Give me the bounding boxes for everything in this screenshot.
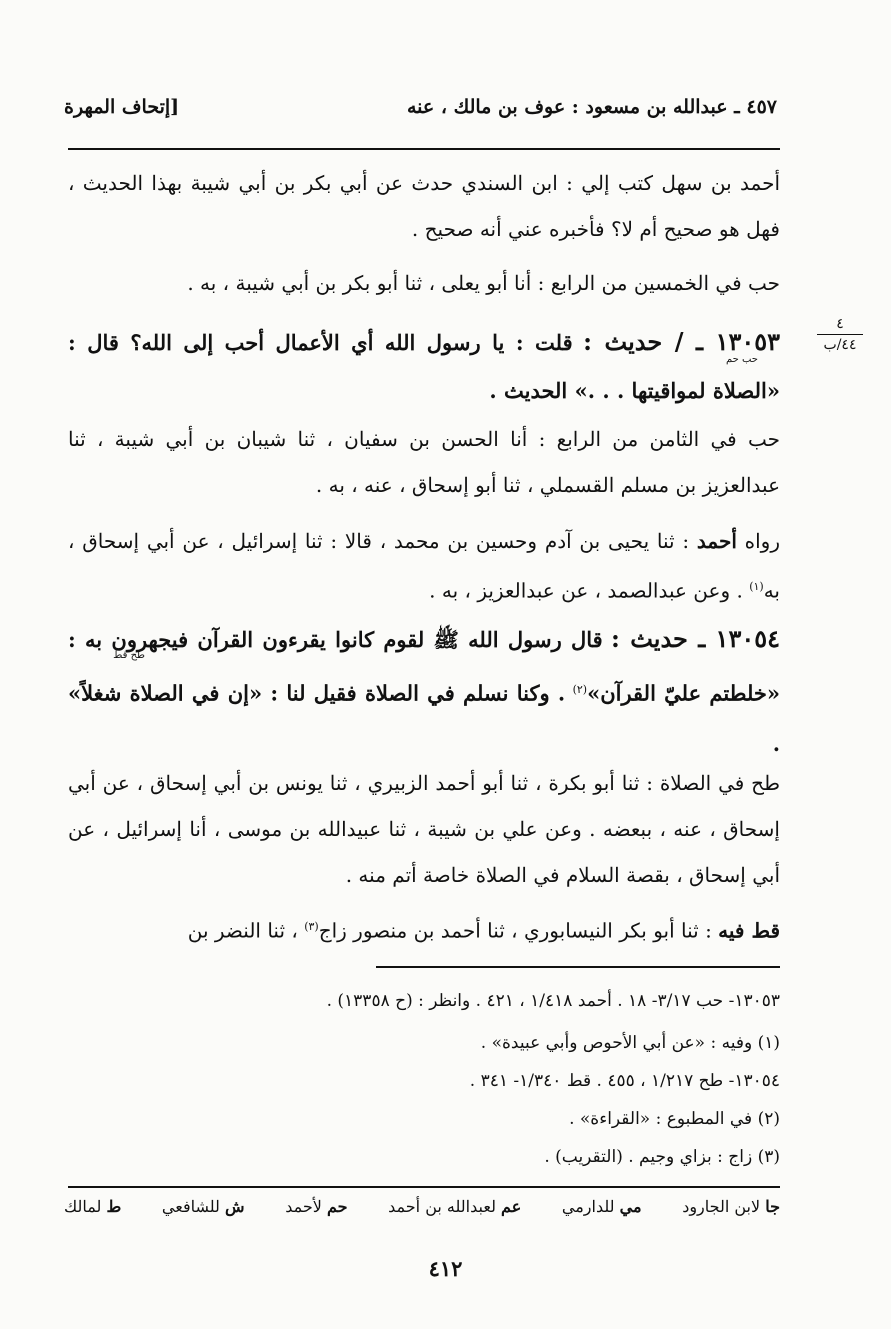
source-name: قط فيه xyxy=(718,918,780,943)
footnote-marker: (٢) xyxy=(572,683,588,696)
footnote: ١٣٠٥٣- حب ٣/١٧- ١٨ . أحمد ١/٤١٨ ، ٤٢١ . وانظر : (ح ١٣٣٥٨) . xyxy=(326,991,780,1011)
hadith-number: ١٣٠٥٣ ـ / حديث : xyxy=(583,327,781,356)
header-rule xyxy=(68,148,780,150)
paragraph-text: ، ثنا النضر بن xyxy=(187,918,298,943)
hadith-13053 xyxy=(68,318,780,415)
abbrev-item: ط لمالك xyxy=(64,1197,122,1216)
hadith-number: ١٣٠٥٤ ـ حديث : xyxy=(611,624,780,653)
footnote-marker: (١) xyxy=(749,580,764,593)
footnote-marker: (٣) xyxy=(304,920,319,933)
abbreviation-key xyxy=(64,1197,780,1216)
paragraph-hibban-8 xyxy=(68,416,780,508)
hadith-text: قال رسول الله ﷺ لقوم كانوا يقرءون القرآن فيجهرون به : «خلطتم عليّ القرآن» xyxy=(68,627,781,706)
abbreviation-rule xyxy=(68,1186,780,1188)
source-abbrev-note: طح قط xyxy=(113,650,145,661)
source-name: أحمد xyxy=(696,529,737,553)
paragraph-text: رواه xyxy=(744,529,780,553)
abbrev-item: مي للدارمي xyxy=(561,1197,642,1216)
source-abbrev-note: حب حم xyxy=(725,354,758,365)
paragraph-ahmad xyxy=(68,518,780,614)
abbrev-item: ش للشافعي xyxy=(161,1197,245,1216)
paragraph-tahawi xyxy=(68,760,780,898)
running-header-chapter: ٤٥٧ ـ عبدالله بن مسعود : عوف بن مالك ، عنه xyxy=(406,96,777,118)
paragraph-text: : ثنا أبو بكر النيسابوري ، ثنا أحمد بن منصور زاج xyxy=(318,918,712,943)
folio-number: ٤ xyxy=(836,316,844,332)
footnote: (٢) في المطبوع : «القراءة» . xyxy=(569,1109,780,1129)
footnote: (٣) زاج : بزاي وجيم . (التقريب) . xyxy=(544,1147,780,1167)
paragraph-text: أحمد بن سهل كتب إلي : ابن السندي حدث عن أبي بكر بن أبي شيبة بهذا الحديث ، فهل هو صحيح أم لا؟ فأخبره عني أنه صحيح . xyxy=(68,171,780,241)
abbrev-item: حم لأحمد xyxy=(285,1197,348,1216)
folio-reference: ٤٤/ب xyxy=(823,337,857,353)
footnote-rule xyxy=(376,966,780,968)
manuscript-folio-note xyxy=(817,316,863,353)
hadith-text: . وكنا نسلم في الصلاة فقيل لنا : «إن في الصلاة شغلاً» . xyxy=(68,680,780,756)
paragraph-daraqutni xyxy=(68,904,780,954)
paragraph-text: . وعن عبدالصمد ، عن عبدالعزيز ، به . xyxy=(429,578,743,603)
paragraph-text: حب في الخمسين من الرابع : أنا أبو يعلى ، ثنا أبو بكر بن أبي شيبة ، به . xyxy=(187,271,780,295)
abbrev-item: جا لابن الجارود xyxy=(682,1197,780,1216)
paragraph-hibban-50 xyxy=(68,260,780,306)
page-number: ٤١٢ xyxy=(428,1256,463,1281)
folio-divider xyxy=(817,334,863,335)
abbrev-item: عم لعبدالله بن أحمد xyxy=(388,1197,522,1216)
footnote: (١) وفيه : «عن أبي الأحوص وأبي عبيدة» . xyxy=(480,1033,780,1053)
paragraph-ibn-sahl xyxy=(68,160,780,252)
hadith-13054 xyxy=(68,614,780,769)
paragraph-text: طح في الصلاة : ثنا أبو بكرة ، ثنا أبو أحمد الزبيري ، ثنا يونس بن أبي إسحاق ، عن أبي إسحاق ، عنه ، ببعضه . وعن علي بن شيبة ، ثنا عبيدالله بن موسى ، أنا إسرائيل ، عن أبي إسحاق ، بقصة السلام في الصلاة خاصة أتم منه . xyxy=(68,771,780,887)
paragraph-text: : ثنا يحيى بن آدم وحسين بن محمد ، قالا : ثنا إسرائيل ، عن أبي إسحاق ، به xyxy=(68,529,780,603)
footnote: ١٣٠٥٤- طح ١/٢١٧ ، ٤٥٥ . قط ١/٣٤٠- ٣٤١ . xyxy=(469,1071,780,1091)
paragraph-text: حب في الثامن من الرابع : أنا الحسن بن سفيان ، ثنا شيبان بن أبي شيبة ، ثنا عبدالعزيز بن مسلم القسملي ، ثنا أبو إسحاق ، عنه ، به . xyxy=(68,427,780,497)
running-header-book-title: [إتحاف المهرة xyxy=(64,96,180,118)
hadith-text: قلت : يا رسول الله أي الأعمال أحب إلى الله؟ قال : «الصلاة لمواقيتها . . .» الحديث . xyxy=(68,330,780,403)
